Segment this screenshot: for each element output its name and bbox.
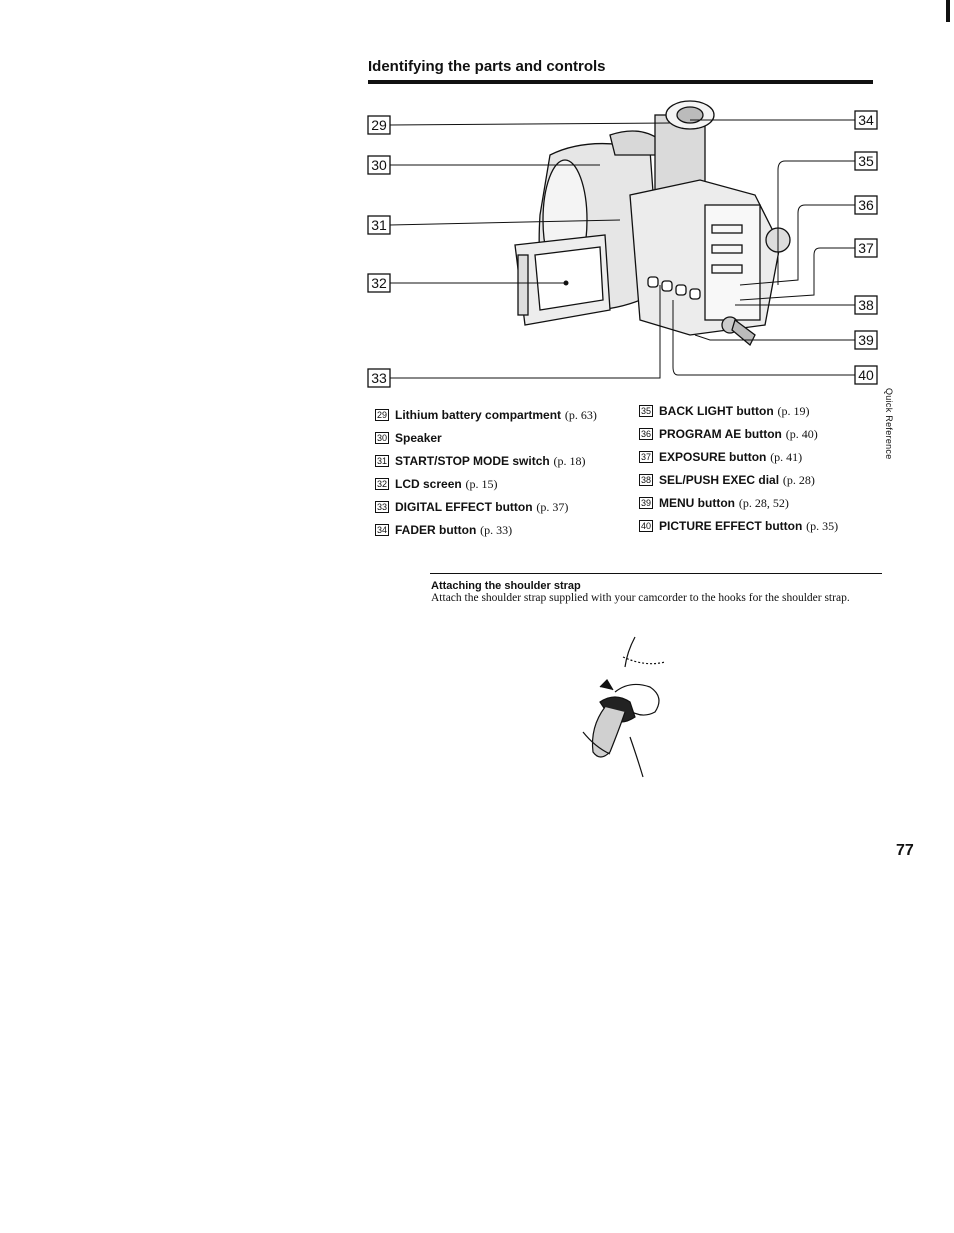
title-rule — [368, 80, 873, 84]
svg-text:30: 30 — [371, 157, 387, 173]
legend-item: 35 BACK LIGHT button (p. 19) — [641, 404, 810, 418]
legend-item: 37 EXPOSURE button (p. 41) — [641, 450, 803, 464]
svg-text:36: 36 — [858, 197, 874, 213]
legend-item: 30 Speaker — [377, 431, 442, 445]
callout-34 — [855, 111, 877, 129]
svg-text:31: 31 — [371, 217, 387, 233]
callout-33 — [368, 369, 390, 387]
svg-text:32: 32 — [371, 275, 387, 291]
legend-item: 33 DIGITAL EFFECT button (p. 37) — [377, 500, 569, 514]
callout-37 — [855, 239, 877, 257]
legend-item: 40 PICTURE EFFECT button (p. 35) — [641, 519, 839, 533]
legend-item: 29 Lithium battery compartment (p. 63) — [377, 408, 597, 422]
svg-text:34: 34 — [858, 112, 874, 128]
legend-item: 31 START/STOP MODE switch (p. 18) — [377, 454, 586, 468]
callout-36 — [855, 196, 877, 214]
callout-32 — [368, 274, 390, 292]
legend-right — [639, 403, 874, 541]
legend-item: 34 FADER button (p. 33) — [377, 523, 513, 537]
callout-40 — [855, 366, 877, 384]
callout-30 — [368, 156, 390, 174]
legend-left — [375, 407, 630, 545]
legend-item: 38 SEL/PUSH EXEC dial (p. 28) — [641, 473, 815, 487]
callout-35 — [855, 152, 877, 170]
side-tab-label: Quick Reference — [884, 388, 894, 460]
camcorder-diagram — [360, 95, 890, 395]
svg-text:38: 38 — [858, 297, 874, 313]
page-edge-mark — [946, 0, 950, 22]
svg-text:40: 40 — [858, 367, 874, 383]
svg-text:29: 29 — [371, 117, 387, 133]
legend-item: 36 PROGRAM AE button (p. 40) — [641, 427, 818, 441]
legend-item: 39 MENU button (p. 28, 52) — [641, 496, 789, 510]
callout-29 — [368, 116, 390, 134]
shoulder-strap-illustration — [575, 632, 675, 782]
callout-31 — [368, 216, 390, 234]
subsection-body: Attach the shoulder strap supplied with your camcorder to the hooks for the shoulder strap. — [431, 592, 850, 604]
svg-text:39: 39 — [858, 332, 874, 348]
svg-text:35: 35 — [858, 153, 874, 169]
svg-text:33: 33 — [371, 370, 387, 386]
callout-39 — [855, 331, 877, 349]
legend-item: 32 LCD screen (p. 15) — [377, 477, 498, 491]
svg-text:37: 37 — [858, 240, 874, 256]
subsection-heading: Attaching the shoulder strap — [431, 580, 581, 592]
callout-38 — [855, 296, 877, 314]
subsection-rule — [430, 573, 882, 574]
section-title: Identifying the parts and controls — [368, 58, 606, 75]
page-number: 77 — [896, 842, 914, 859]
side-tab — [884, 388, 908, 508]
